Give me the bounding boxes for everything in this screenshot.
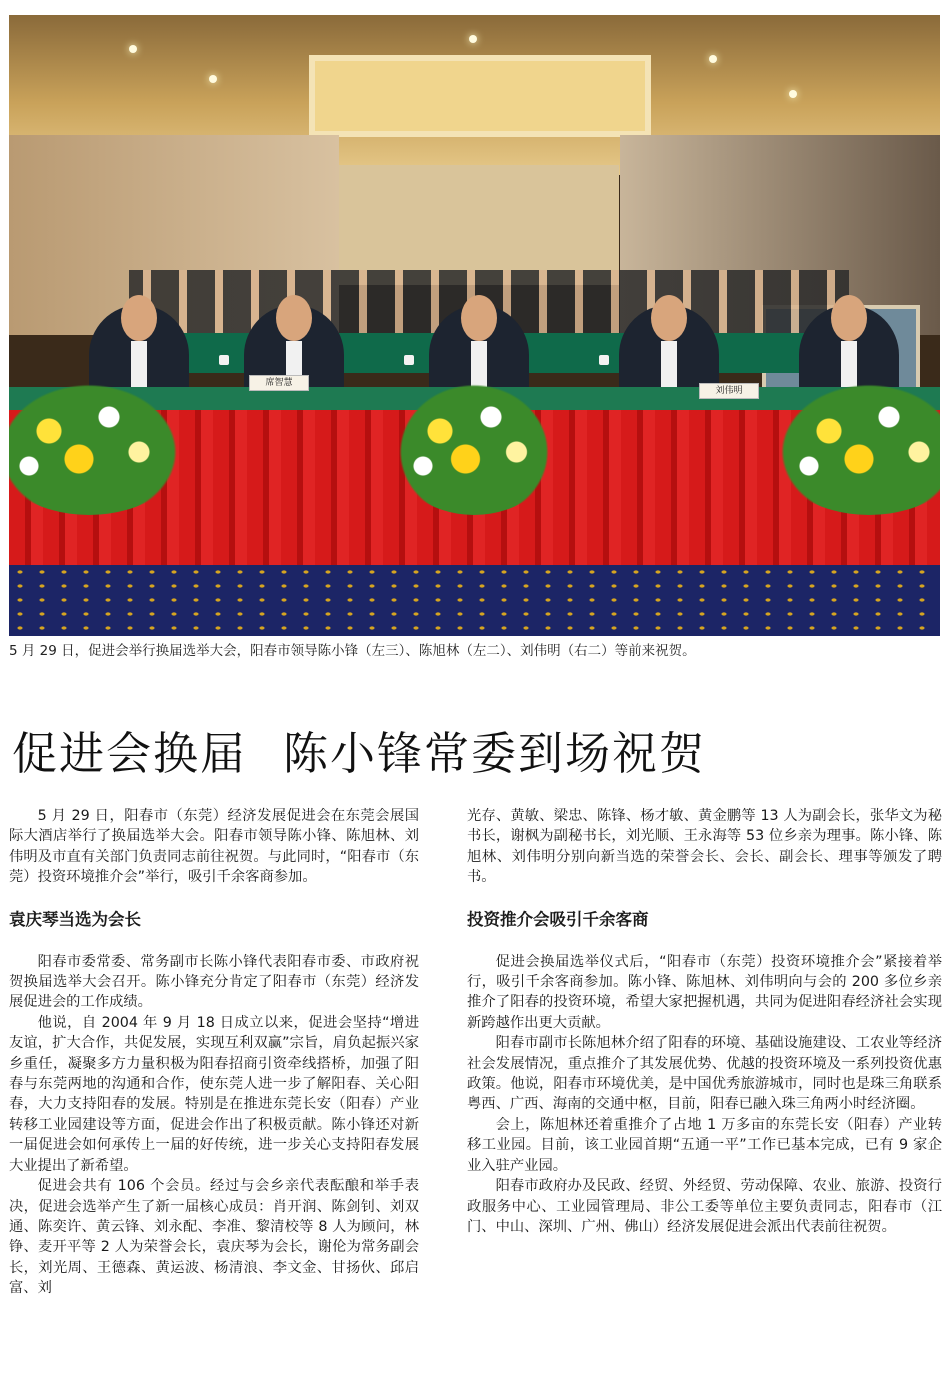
ceiling-light-icon <box>469 35 477 43</box>
body-paragraph-continued: 光存、黄敏、梁忠、陈锋、杨才敏、黄金鹏等 13 人为副会长，张华文为秘书长，谢枫为副秘书长，刘光顺、王永海等 53 位乡亲为理事。陈小锋、陈旭林、刘伟明分别向新当选的荣誉会长、会长、副会长、理事等颁发了聘书。 <box>467 808 942 886</box>
flower-arrangement <box>389 375 559 515</box>
section-heading: 投资推介会吸引千余客商 <box>467 909 649 929</box>
ceiling-panel <box>309 55 651 137</box>
body-paragraph: 他说，自 2004 年 9 月 18 日成立以来，促进会坚持“增进友谊，扩大合作，共促发展，实现互利双赢”宗旨，肩负起振兴家乡重任，凝聚多方力量积极为阳春招商引资牵线搭桥，加强了阳春与东莞两地的沟通和合作，使东莞人进一步了解阳春、关心阳春，大力支持阳春的发展。特别是在推进东莞长安（阳春）产业转移工业园建设等方面，促进会作出了积极贡献。陈小锋还对新一届促进会如何承传上一届的好传统，进一步关心支持阳春发展大业提出了新希望。 <box>9 1014 419 1174</box>
intro-paragraph: 5 月 29 日，阳春市（东莞）经济发展促进会在东莞会展国际大酒店举行了换届选举大会。阳春市领导陈小锋、陈旭林、刘伟明及市直有关部门负责同志前往祝贺。与此同时，“阳春市（东莞）投资环境推介会”举行，吸引千余客商参加。 <box>9 808 419 886</box>
body-paragraph: 促进会共有 106 个会员。经过与会乡亲代表酝酿和举手表决，促进会选举产生了新一届核心成员：肖开润、陈剑钊、刘双通、陈奕许、黄云锋、刘永配、李准、黎清校等 8 人为顾问，林铮、麦开平等 2 人为荣誉会长，袁庆琴为会长，谢伦为常务副会长，刘光周、王德森、黄运波、杨清浪、李文金、甘扬伙、邱启富、刘 <box>9 1178 419 1297</box>
meeting-photo <box>9 15 940 636</box>
carpet <box>9 565 940 636</box>
ceiling-light-icon <box>709 55 717 63</box>
ceiling-light-icon <box>129 45 137 53</box>
ceiling-light-icon <box>789 90 797 98</box>
teacup <box>404 355 414 365</box>
name-card: 刘伟明 <box>699 383 759 399</box>
headline-part-1: 促进会换届 <box>12 727 248 780</box>
body-paragraph: 会上，陈旭林还着重推介了占地 1 万多亩的东莞长安（阳春）产业转移工业园。目前，该工业园首期“五通一平”工作已基本完成，已有 9 家企业入驻产业园。 <box>467 1116 942 1174</box>
body-paragraph: 阳春市委常委、常务副市长陈小锋代表阳春市委、市政府祝贺换届选举大会召开。陈小锋充分肯定了阳春市（东莞）经济发展促进会的工作成绩。 <box>9 953 419 1011</box>
back-wall <box>339 165 619 285</box>
teacup <box>599 355 609 365</box>
ceiling-light-icon <box>209 75 217 83</box>
article-column-right <box>467 806 942 1237</box>
headline-part-2: 陈小锋常委到场祝贺 <box>283 727 707 780</box>
section-heading: 袁庆琴当选为会长 <box>9 909 141 929</box>
teacup <box>219 355 229 365</box>
body-paragraph: 阳春市副市长陈旭林介绍了阳春的环境、基础设施建设、工农业等经济社会发展情况，重点推介了其发展优势、优越的投资环境及一系列投资优惠政策。他说，阳春市环境优美，是中国优秀旅游城市，同时也是珠三角联系粤西、广西、海南的交通中枢，目前，阳春已融入珠三角两小时经济圈。 <box>467 1035 942 1113</box>
name-card: 席智慧 <box>249 375 309 391</box>
body-paragraph: 阳春市政府办及民政、经贸、外经贸、劳动保障、农业、旅游、投资行政服务中心、工业园管理局、非公工委等单位主要负责同志，阳春市（江门、中山、深圳、广州、佛山）经济发展促进会派出代表前往祝贺。 <box>467 1178 942 1235</box>
article-headline <box>12 722 706 786</box>
photo-caption: 5 月 29 日，促进会举行换届选举大会，阳春市领导陈小锋（左三）、陈旭林（左二）、刘伟明（右二）等前来祝贺。 <box>9 643 696 659</box>
body-paragraph: 促进会换届选举仪式后，“阳春市（东莞）投资环境推介会”紧接着举行，吸引千余客商参加。陈小锋、陈旭林、刘伟明向与会的 200 多位乡亲推介了阳春的投资环境，希望大家把握机遇，共同为促进阳春经济社会实现新跨越作出更大贡献。 <box>467 953 942 1031</box>
article-column-left <box>9 806 419 1299</box>
